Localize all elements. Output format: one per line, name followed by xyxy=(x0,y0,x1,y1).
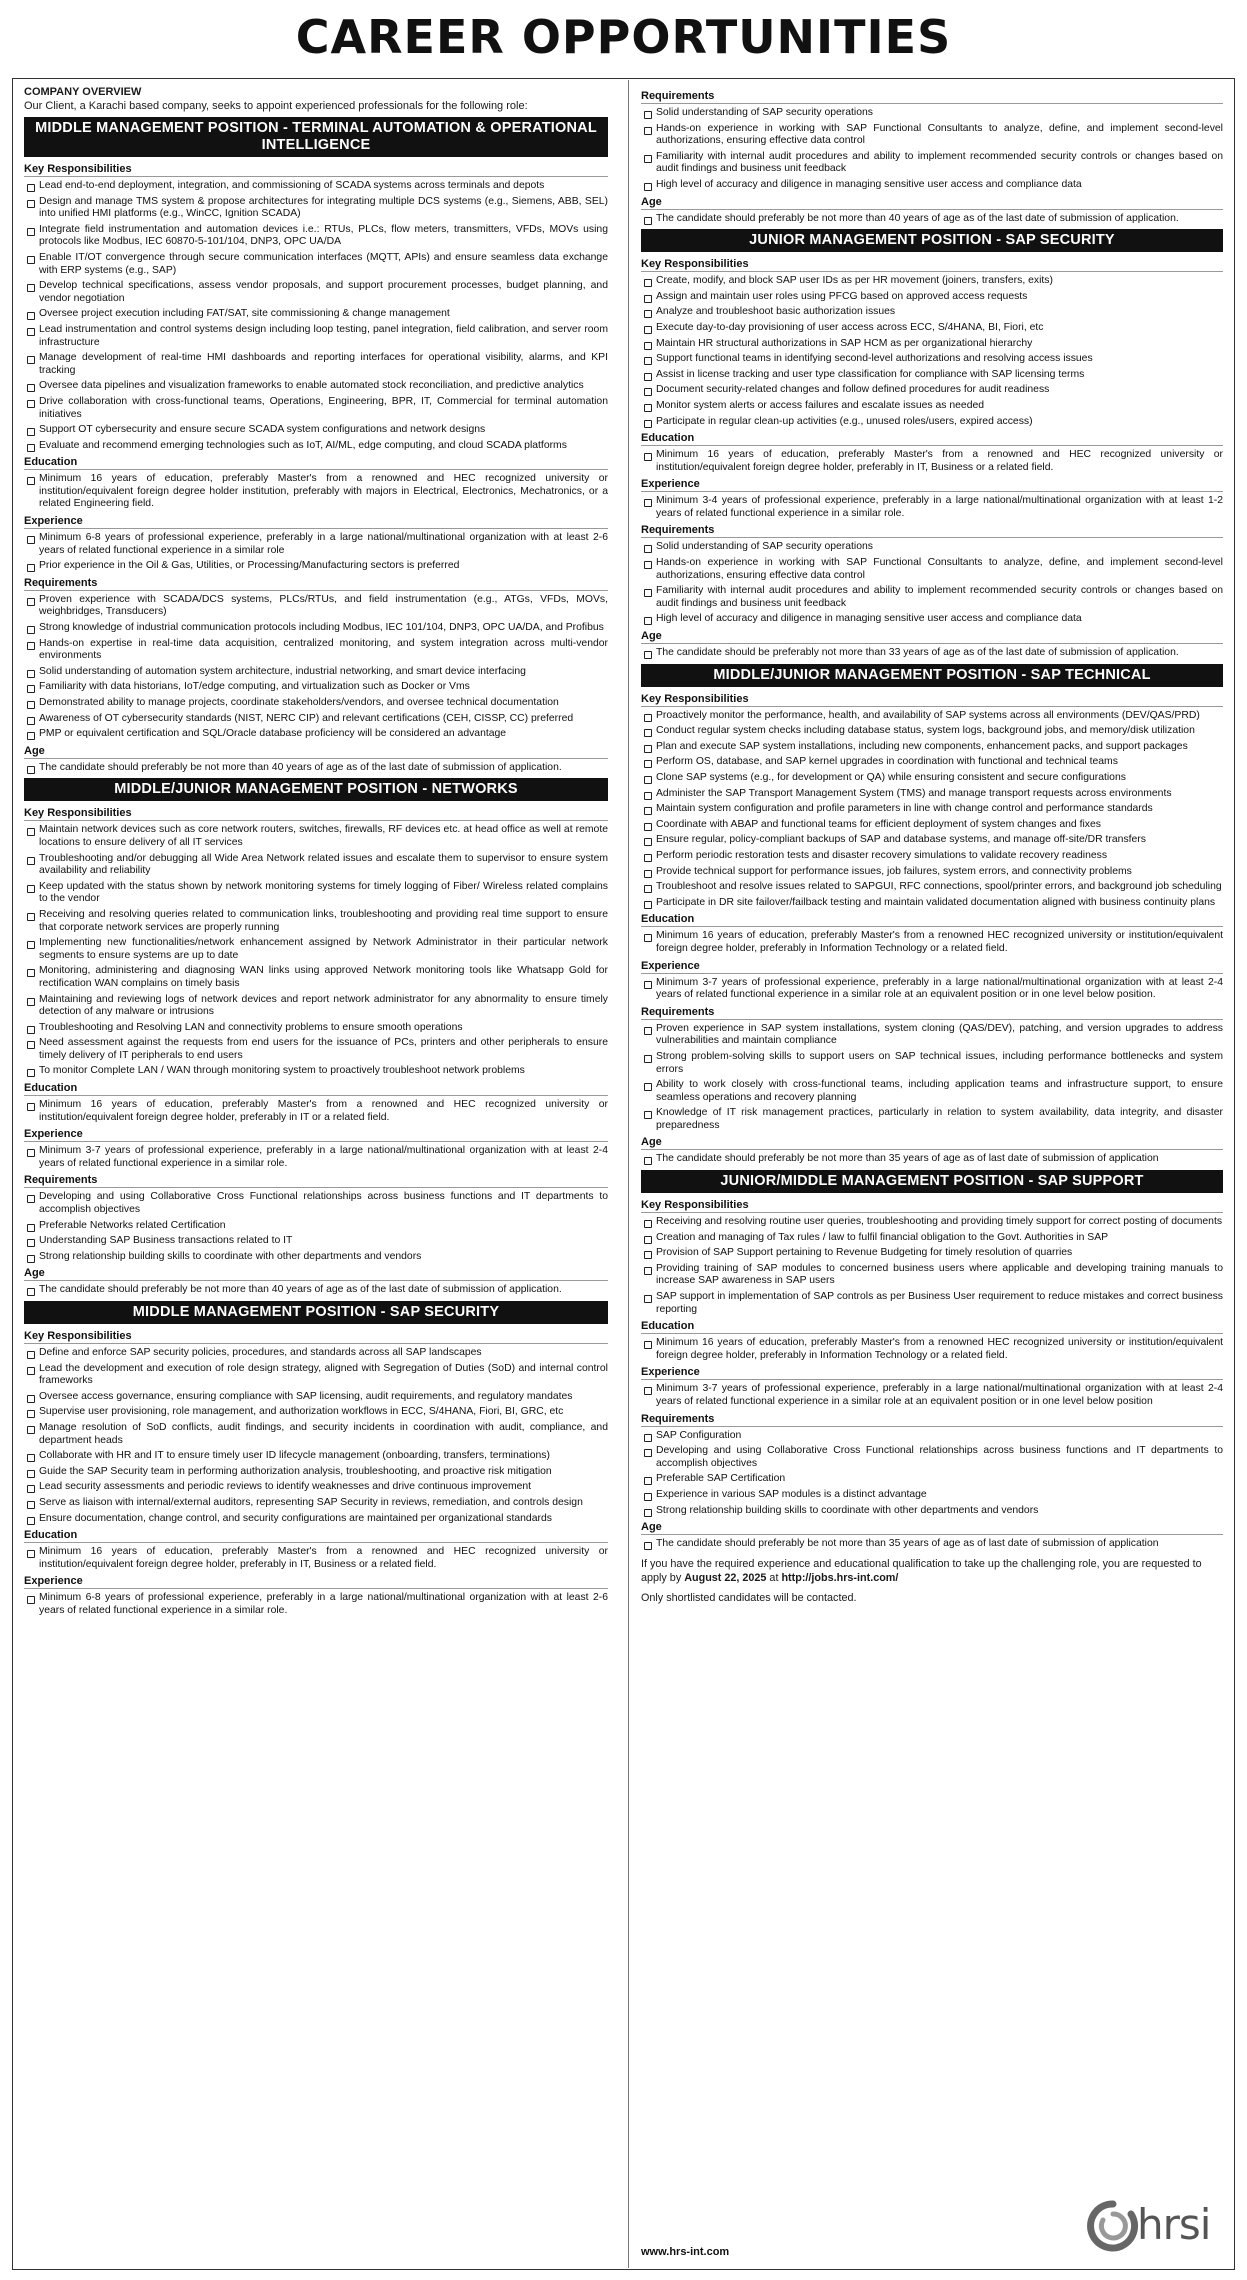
bullet-item: Hands-on experience in working with SAP Functional Consultants to analyze, define, and implement second-level authorizations, ensuring effective data control xyxy=(641,123,1223,148)
section-label: Age xyxy=(641,1136,1223,1150)
bullet-item: Provide technical support for performance issues, job failures, system errors, and connectivity problems xyxy=(641,866,1223,879)
bullet-item: Integrate field instrumentation and automation devices i.e.: RTUs, PLCs, flow meters, transmitters, VFDs, MOVs using protocols like Modbus, IEC 60870-5-101/104, DNP3, OPC UA/DA xyxy=(24,224,608,249)
bullet-item: Oversee data pipelines and visualization frameworks to enable automated stock reconciliation, and predictive analytics xyxy=(24,380,608,393)
left-column xyxy=(24,86,608,2266)
bullet-item: Manage resolution of SoD conflicts, audit findings, and security incidents in coordination with audit, compliance, and department heads xyxy=(24,1422,608,1447)
section-label: Requirements xyxy=(24,577,608,591)
bullet-item: Minimum 16 years of education, preferably Master's from a renowned and HEC recognized university or institution/equivalent foreign degree holder, preferably in IT, Business or a related field. xyxy=(641,449,1223,474)
section-label: Requirements xyxy=(641,1413,1223,1427)
section-label: Education xyxy=(24,1529,608,1543)
hrsi-logo xyxy=(1087,2198,1237,2258)
position-banner-sap-support: JUNIOR/MIDDLE MANAGEMENT POSITION - SAP SUPPORT xyxy=(641,1170,1223,1193)
section-label: Age xyxy=(641,1521,1223,1535)
responsibility-list xyxy=(641,1216,1223,1316)
bullet-item: Document security-related changes and follow defined procedures for audit readiness xyxy=(641,384,1223,397)
bullet-item: Strong problem-solving skills to support users on SAP technical issues, including performance bottlenecks and system errors xyxy=(641,1051,1223,1076)
bullet-item: Monitor system alerts or access failures and escalate issues as needed xyxy=(641,400,1223,413)
bullet-item: Support OT cybersecurity and ensure secure SCADA system configurations and network designs xyxy=(24,424,608,437)
bullet-item: Serve as liaison with internal/external auditors, representing SAP Security in reviews, remediation, and controls design xyxy=(24,1497,608,1510)
section-label: Education xyxy=(641,1320,1223,1334)
bullet-item: Familiarity with internal audit procedures and ability to implement recommended security controls or changes based on audit findings and business unit feedback xyxy=(641,585,1223,610)
responsibility-list xyxy=(24,1347,608,1525)
position-banner-sap-security-middle: MIDDLE MANAGEMENT POSITION - SAP SECURITY xyxy=(24,1301,608,1324)
requirements-list xyxy=(641,541,1223,626)
bullet-item: Ensure documentation, change control, and security configurations are maintained per organizational standards xyxy=(24,1513,608,1526)
bullet-item: Analyze and troubleshoot basic authorization issues xyxy=(641,306,1223,319)
bullet-item: Oversee access governance, ensuring compliance with SAP licensing, audit requirements, and regulatory mandates xyxy=(24,1391,608,1404)
section-label: Key Responsibilities xyxy=(641,693,1223,707)
bullet-item: Guide the SAP Security team in performing authorization analysis, troubleshooting, and proactive risk mitigation xyxy=(24,1466,608,1479)
bullet-item: Execute day-to-day provisioning of user access across ECC, S/4HANA, BI, Fiori, etc xyxy=(641,322,1223,335)
bullet-item: Knowledge of IT risk management practices, particularly in relation to system availability, data integrity, and disaster preparedness xyxy=(641,1107,1223,1132)
bullet-item: Preferable SAP Certification xyxy=(641,1473,1223,1486)
bullet-item: SAP Configuration xyxy=(641,1430,1223,1443)
experience-list xyxy=(641,495,1223,520)
bullet-item: Lead the development and execution of role design strategy, aligned with Segregation of Duties (SoD) and internal control frameworks xyxy=(24,1363,608,1388)
education-list xyxy=(641,1337,1223,1362)
bullet-item: Solid understanding of automation system architecture, industrial networking, and smart device interfacing xyxy=(24,666,608,679)
bullet-item: Clone SAP systems (e.g., for development or QA) while ensuring consistent and secure configurations xyxy=(641,772,1223,785)
bullet-item: Provision of SAP Support pertaining to Revenue Budgeting for timely resolution of quarries xyxy=(641,1247,1223,1260)
bullet-item: Administer the SAP Transport Management System (TMS) and manage transport requests across environments xyxy=(641,788,1223,801)
bullet-item: Define and enforce SAP security policies, procedures, and standards across all SAP landscapes xyxy=(24,1347,608,1360)
bullet-item: Conduct regular system checks including database status, system logs, background jobs, and memory/disk utilization xyxy=(641,725,1223,738)
bullet-item: Manage development of real-time HMI dashboards and reporting interfaces for operational visibility, alarms, and KPI tracking xyxy=(24,352,608,377)
bullet-item: Experience in various SAP modules is a distinct advantage xyxy=(641,1489,1223,1502)
bullet-item: Participate in DR site failover/failback testing and maintain validated documentation aligned with business continuity plans xyxy=(641,897,1223,910)
responsibility-list xyxy=(24,180,608,452)
bullet-item: Minimum 3-4 years of professional experience, preferably in a large national/multinational organization with at least 1-2 years of related functional experience in a similar role. xyxy=(641,495,1223,520)
bullet-item: PMP or equivalent certification and SQL/Oracle database proficiency will be considered an advantage xyxy=(24,728,608,741)
logo-text: hrsi xyxy=(1137,2200,1211,2249)
bullet-item: Minimum 16 years of education, preferably Master's from a renowned HEC recognized university or institution/equivalent foreign degree holder, preferably in Information Technology or a related field. xyxy=(641,930,1223,955)
bullet-item: Collaborate with HR and IT to ensure timely user ID lifecycle management (onboarding, transfers, terminations) xyxy=(24,1450,608,1463)
section-label: Experience xyxy=(24,1128,608,1142)
bullet-item: Demonstrated ability to manage projects, coordinate stakeholders/vendors, and oversee technical documentation xyxy=(24,697,608,710)
bullet-item: Perform periodic restoration tests and disaster recovery simulations to validate recovery readiness xyxy=(641,850,1223,863)
bullet-item: Minimum 16 years of education, preferably Master's from a renowned and HEC recognized university or institution/equivalent foreign degree holder, preferably in IT, Business or a related field. xyxy=(24,1546,608,1571)
bullet-item: Maintain network devices such as core network routers, switches, firewalls, RF devices etc. at head office as well at remote locations to ensure delivery of all IT services xyxy=(24,824,608,849)
position-banner-networks: MIDDLE/JUNIOR MANAGEMENT POSITION - NETWORKS xyxy=(24,778,608,801)
shortlist-note: Only shortlisted candidates will be contacted. xyxy=(641,1591,857,1604)
bullet-item: Lead instrumentation and control systems design including loop testing, panel integration, field calibration, and server room infrastructure xyxy=(24,324,608,349)
experience-list xyxy=(641,977,1223,1002)
bullet-item: Developing and using Collaborative Cross Functional relationships across business functions and IT departments to accomplish objectives xyxy=(641,1445,1223,1470)
education-list xyxy=(24,1546,608,1571)
bullet-item: Coordinate with ABAP and functional teams for efficient deployment of system changes and fixes xyxy=(641,819,1223,832)
right-column xyxy=(641,86,1223,2116)
bullet-item: Hands-on expertise in real-time data acquisition, centralized monitoring, and system integration across multi-vendor environments xyxy=(24,638,608,663)
bullet-item: Ability to work closely with cross-functional teams, including application teams and infrastructure support, to ensure seamless operations and recovery planning xyxy=(641,1079,1223,1104)
requirements-list xyxy=(641,107,1223,192)
bullet-item: Minimum 3-7 years of professional experience, preferably in a large national/multinational organization with at least 2-4 years of related functional experience in a similar role. xyxy=(24,1145,608,1170)
bullet-item: Assign and maintain user roles using PFCG based on approved access requests xyxy=(641,291,1223,304)
requirements-list xyxy=(641,1430,1223,1518)
bullet-item: Support functional teams in identifying second-level authorizations and resolving access issues xyxy=(641,353,1223,366)
overview-label: COMPANY OVERVIEW xyxy=(24,86,142,98)
experience-list xyxy=(24,1145,608,1170)
age-list xyxy=(24,1284,608,1297)
bullet-item: Solid understanding of SAP security operations xyxy=(641,541,1223,554)
bullet-item: High level of accuracy and diligence in managing sensitive user access and compliance data xyxy=(641,179,1223,192)
bullet-item: The candidate should be preferably not more than 33 years of age as of the last date of submission of application. xyxy=(641,647,1223,660)
bullet-item: Awareness of OT cybersecurity standards (NIST, NERC CIP) and relevant certifications (CEH, CISSP, CC) preferred xyxy=(24,713,608,726)
section-label: Requirements xyxy=(24,1174,608,1188)
section-label: Age xyxy=(641,630,1223,644)
bullet-item: Understanding SAP Business transactions related to IT xyxy=(24,1235,608,1248)
apply-text-b: at xyxy=(766,1571,782,1584)
bullet-item: High level of accuracy and diligence in managing sensitive user access and compliance data xyxy=(641,613,1223,626)
bullet-item: Create, modify, and block SAP user IDs as per HR movement (joiners, transfers, exits) xyxy=(641,275,1223,288)
age-list xyxy=(24,762,608,775)
responsibility-list xyxy=(24,824,608,1078)
bullet-item: Hands-on experience in working with SAP Functional Consultants to analyze, define, and implement second-level authorizations, ensuring effective data control xyxy=(641,557,1223,582)
age-list xyxy=(641,1538,1223,1551)
requirements-list xyxy=(24,1191,608,1263)
bullet-item: The candidate should preferably be not more than 35 years of age as of last date of submission of application xyxy=(641,1153,1223,1166)
bullet-item: Strong knowledge of industrial communication protocols including Modbus, IEC 101/104, DNP3, OPC UA/DA, and Profibus xyxy=(24,622,608,635)
bullet-item: Familiarity with internal audit procedures and ability to implement recommended security controls or changes based on audit findings and business unit feedback xyxy=(641,151,1223,176)
bullet-item: Maintaining and reviewing logs of network devices and report network administrator for any abnormality to ensure timely detection of any malware or intrusions xyxy=(24,994,608,1019)
bullet-item: Develop technical specifications, assess vendor proposals, and support procurement processes, budget planning, and vendor negotiation xyxy=(24,280,608,305)
bullet-item: Troubleshooting and Resolving LAN and connectivity problems to ensure smooth operations xyxy=(24,1022,608,1035)
page-title: CAREER OPPORTUNITIES xyxy=(295,10,952,64)
apply-text-a: If you have the required experience and educational qualification to take up the challenging role, you are requested to apply by xyxy=(641,1557,1202,1584)
education-list xyxy=(24,1099,608,1124)
bullet-item: Enable IT/OT convergence through secure communication interfaces (MQTT, APIs) and ensure seamless data exchange with ERP systems (e.g., SAP) xyxy=(24,252,608,277)
section-label: Experience xyxy=(641,960,1223,974)
education-list xyxy=(641,930,1223,955)
bullet-item: Prior experience in the Oil & Gas, Utilities, or Processing/Manufacturing sectors is preferred xyxy=(24,560,608,573)
bullet-item: Strong relationship building skills to coordinate with other departments and vendors xyxy=(24,1251,608,1264)
bullet-item: Receiving and resolving routine user queries, troubleshooting and providing timely support for correct posting of documents xyxy=(641,1216,1223,1229)
bullet-item: Solid understanding of SAP security operations xyxy=(641,107,1223,120)
bullet-item: Familiarity with data historians, IoT/edge computing, and virtualization such as Docker or Vms xyxy=(24,681,608,694)
bullet-item: Proactively monitor the performance, health, and availability of SAP systems across all environments (DEV/QAS/PRD) xyxy=(641,710,1223,723)
bullet-item: Strong relationship building skills to coordinate with other departments and vendors xyxy=(641,1505,1223,1518)
section-label: Key Responsibilities xyxy=(641,1199,1223,1213)
bullet-item: Maintain HR structural authorizations in SAP HCM as per organizational hierarchy xyxy=(641,338,1223,351)
age-list xyxy=(641,1153,1223,1166)
requirements-list xyxy=(641,1023,1223,1133)
age-list xyxy=(641,647,1223,660)
bullet-item: Creation and managing of Tax rules / law to fulfil financial obligation to the Govt. Authorities in SAP xyxy=(641,1232,1223,1245)
bullet-item: Monitoring, administering and diagnosing WAN links using approved Network monitoring tools like Whatsapp Gold for rectification WAN complains on timely basis xyxy=(24,965,608,990)
company-website[interactable]: www.hrs-int.com xyxy=(641,2246,730,2258)
apply-link[interactable]: http://jobs.hrs-int.com/ xyxy=(781,1571,899,1584)
experience-list xyxy=(24,532,608,573)
column-divider xyxy=(628,80,629,2268)
education-list xyxy=(641,449,1223,474)
section-label: Education xyxy=(24,456,608,470)
bullet-item: Troubleshooting and/or debugging all Wide Area Network related issues and escalate them to supervisor to ensure system availability and reliability xyxy=(24,853,608,878)
position-banner-sap-technical: MIDDLE/JUNIOR MANAGEMENT POSITION - SAP TECHNICAL xyxy=(641,664,1223,687)
hrsi-logo-mark-icon xyxy=(1087,2198,1139,2254)
bullet-item: Troubleshoot and resolve issues related to SAPGUI, RFC connections, spool/printer errors, and background job scheduling xyxy=(641,881,1223,894)
section-label: Requirements xyxy=(641,524,1223,538)
bullet-item: The candidate should preferably be not more than 40 years of age as of the last date of submission of application. xyxy=(641,213,1223,226)
section-label: Age xyxy=(641,196,1223,210)
position-banner-sap-security-junior: JUNIOR MANAGEMENT POSITION - SAP SECURITY xyxy=(641,229,1223,252)
position-banner-terminal-automation: MIDDLE MANAGEMENT POSITION - TERMINAL AUTOMATION & OPERATIONAL INTELLIGENCE xyxy=(24,117,608,157)
bullet-item: Minimum 16 years of education, preferably Master's from a renowned and HEC recognized university or institution/equivalent foreign degree holder institution, preferably with majors in Electrical, Electronics, Mechatronics, or a related Engineering field. xyxy=(24,473,608,511)
education-list xyxy=(24,473,608,511)
bullet-item: Need assessment against the requests from end users for the issuance of PCs, printers and other peripherals to ensure timely delivery of IT peripherals to end users xyxy=(24,1037,608,1062)
section-label: Experience xyxy=(24,515,608,529)
bullet-item: Preferable Networks related Certification xyxy=(24,1220,608,1233)
section-label: Experience xyxy=(641,478,1223,492)
bullet-item: Developing and using Collaborative Cross Functional relationships across business functions and IT departments to accomplish objectives xyxy=(24,1191,608,1216)
bullet-item: Minimum 3-7 years of professional experience, preferably in a large national/multinational organization with at least 2-4 years of related functional experience in a similar role at an equivalent position or in one level below position. xyxy=(641,977,1223,1002)
bullet-item: Minimum 16 years of education, preferably Master's from a renowned HEC recognized university or institution/equivalent foreign degree holder, preferably in Information Technology or a related field. xyxy=(641,1337,1223,1362)
apply-instructions xyxy=(641,1557,1223,1585)
bullet-item: The candidate should preferably be not more than 40 years of age as of the last date of submission of application. xyxy=(24,762,608,775)
bullet-item: Implementing new functionalities/network enhancement assigned by Network Administrator in their particular network segments to ensure systems are up to date xyxy=(24,937,608,962)
bullet-item: Minimum 6-8 years of professional experience, preferably in a large national/multinational organization with at least 2-6 years of related functional experience in a similar role xyxy=(24,532,608,557)
section-label: Key Responsibilities xyxy=(24,163,608,177)
requirements-list xyxy=(24,594,608,741)
age-list xyxy=(641,213,1223,226)
bullet-item: Minimum 3-7 years of professional experience, preferably in a large national/multinational organization with at least 2-4 years of related functional experience in a similar role at an equivalent position or in one level below position xyxy=(641,1383,1223,1408)
bullet-item: SAP support in implementation of SAP controls as per Business User requirement to reduce mistakes and correct business reporting xyxy=(641,1291,1223,1316)
experience-list xyxy=(641,1383,1223,1408)
section-label: Key Responsibilities xyxy=(24,1330,608,1344)
bullet-item: Supervise user provisioning, role management, and authorization workflows in ECC, S/4HANA, Fiori, BI, GRC, etc xyxy=(24,1406,608,1419)
responsibility-list xyxy=(641,710,1223,910)
responsibility-list xyxy=(641,275,1223,428)
apply-deadline: August 22, 2025 xyxy=(684,1571,767,1584)
bullet-item: Evaluate and recommend emerging technologies such as IoT, AI/ML, edge computing, and cloud SCADA platforms xyxy=(24,440,608,453)
bullet-item: Plan and execute SAP system installations, including new components, enhancement packs, and support packages xyxy=(641,741,1223,754)
bullet-item: Drive collaboration with cross-functional teams, Operations, Engineering, BPR, IT, Commercial for terminal automation initiatives xyxy=(24,396,608,421)
bullet-item: Oversee project execution including FAT/SAT, site commissioning & change management xyxy=(24,308,608,321)
bullet-item: Perform OS, database, and SAP kernel upgrades in coordination with functional and technical teams xyxy=(641,756,1223,769)
section-label: Key Responsibilities xyxy=(641,258,1223,272)
bullet-item: Minimum 6-8 years of professional experience, preferably in a large national/multinational organization with at least 2-6 years of related functional experience in a similar role. xyxy=(24,1592,608,1617)
bullet-item: Proven experience with SCADA/DCS systems, PLCs/RTUs, and field instrumentation (e.g., ATGs, VFDs, MOVs, weighbridges, Transducers) xyxy=(24,594,608,619)
section-label: Age xyxy=(24,745,608,759)
overview-intro: Our Client, a Karachi based company, seeks to appoint experienced professionals for the following role: xyxy=(24,100,528,112)
bullet-item: Participate in regular clean-up activities (e.g., unused roles/users, expired access) xyxy=(641,416,1223,429)
experience-list xyxy=(24,1592,608,1617)
section-label: Key Responsibilities xyxy=(24,807,608,821)
bullet-item: Lead end-to-end deployment, integration, and commissioning of SCADA systems across terminals and depots xyxy=(24,180,608,193)
bullet-item: Receiving and resolving queries related to communication links, troubleshooting and providing real time support to ensure that corporate network services are properly running xyxy=(24,909,608,934)
bullet-item: To monitor Complete LAN / WAN through monitoring system to proactively troubleshoot network problems xyxy=(24,1065,608,1078)
section-label: Education xyxy=(641,913,1223,927)
bullet-item: The candidate should preferably be not more than 35 years of age as of last date of submission of application xyxy=(641,1538,1223,1551)
section-label: Requirements xyxy=(641,90,1223,104)
bullet-item: Keep updated with the status shown by network monitoring systems for timely logging of Fiber/ Wireless related complains to the vendor xyxy=(24,881,608,906)
bullet-item: Design and manage TMS system & propose architectures for integrating multiple DCS systems (e.g., Siemens, ABB, SEL) into unified HMI platforms (e.g., WinCC, Ignition SCADA) xyxy=(24,196,608,221)
bullet-item: Lead security assessments and periodic reviews to identify weaknesses and drive continuous improvement xyxy=(24,1481,608,1494)
section-label: Experience xyxy=(24,1575,608,1589)
section-label: Education xyxy=(24,1082,608,1096)
section-label: Education xyxy=(641,432,1223,446)
section-label: Requirements xyxy=(641,1006,1223,1020)
section-label: Age xyxy=(24,1267,608,1281)
bullet-item: Maintain system configuration and profile parameters in line with change control and performance standards xyxy=(641,803,1223,816)
bullet-item: Minimum 16 years of education, preferably Master's from a renowned and HEC recognized university or institution/equivalent foreign degree holder, preferably in IT or a related field. xyxy=(24,1099,608,1124)
bullet-item: Providing training of SAP modules to concerned business users where applicable and developing training manuals to increase SAP awareness in SAP users xyxy=(641,1263,1223,1288)
section-label: Experience xyxy=(641,1366,1223,1380)
bullet-item: Assist in license tracking and user type classification for compliance with SAP licensing terms xyxy=(641,369,1223,382)
bullet-item: The candidate should preferably be not more than 40 years of age as of the last date of submission of application. xyxy=(24,1284,608,1297)
bullet-item: Proven experience in SAP system installations, system cloning (QAS/DEV), patching, and version upgrades to address vulnerabilities and maintain compliance xyxy=(641,1023,1223,1048)
bullet-item: Ensure regular, policy-compliant backups of SAP and database systems, and manage off-site/DR transfers xyxy=(641,834,1223,847)
